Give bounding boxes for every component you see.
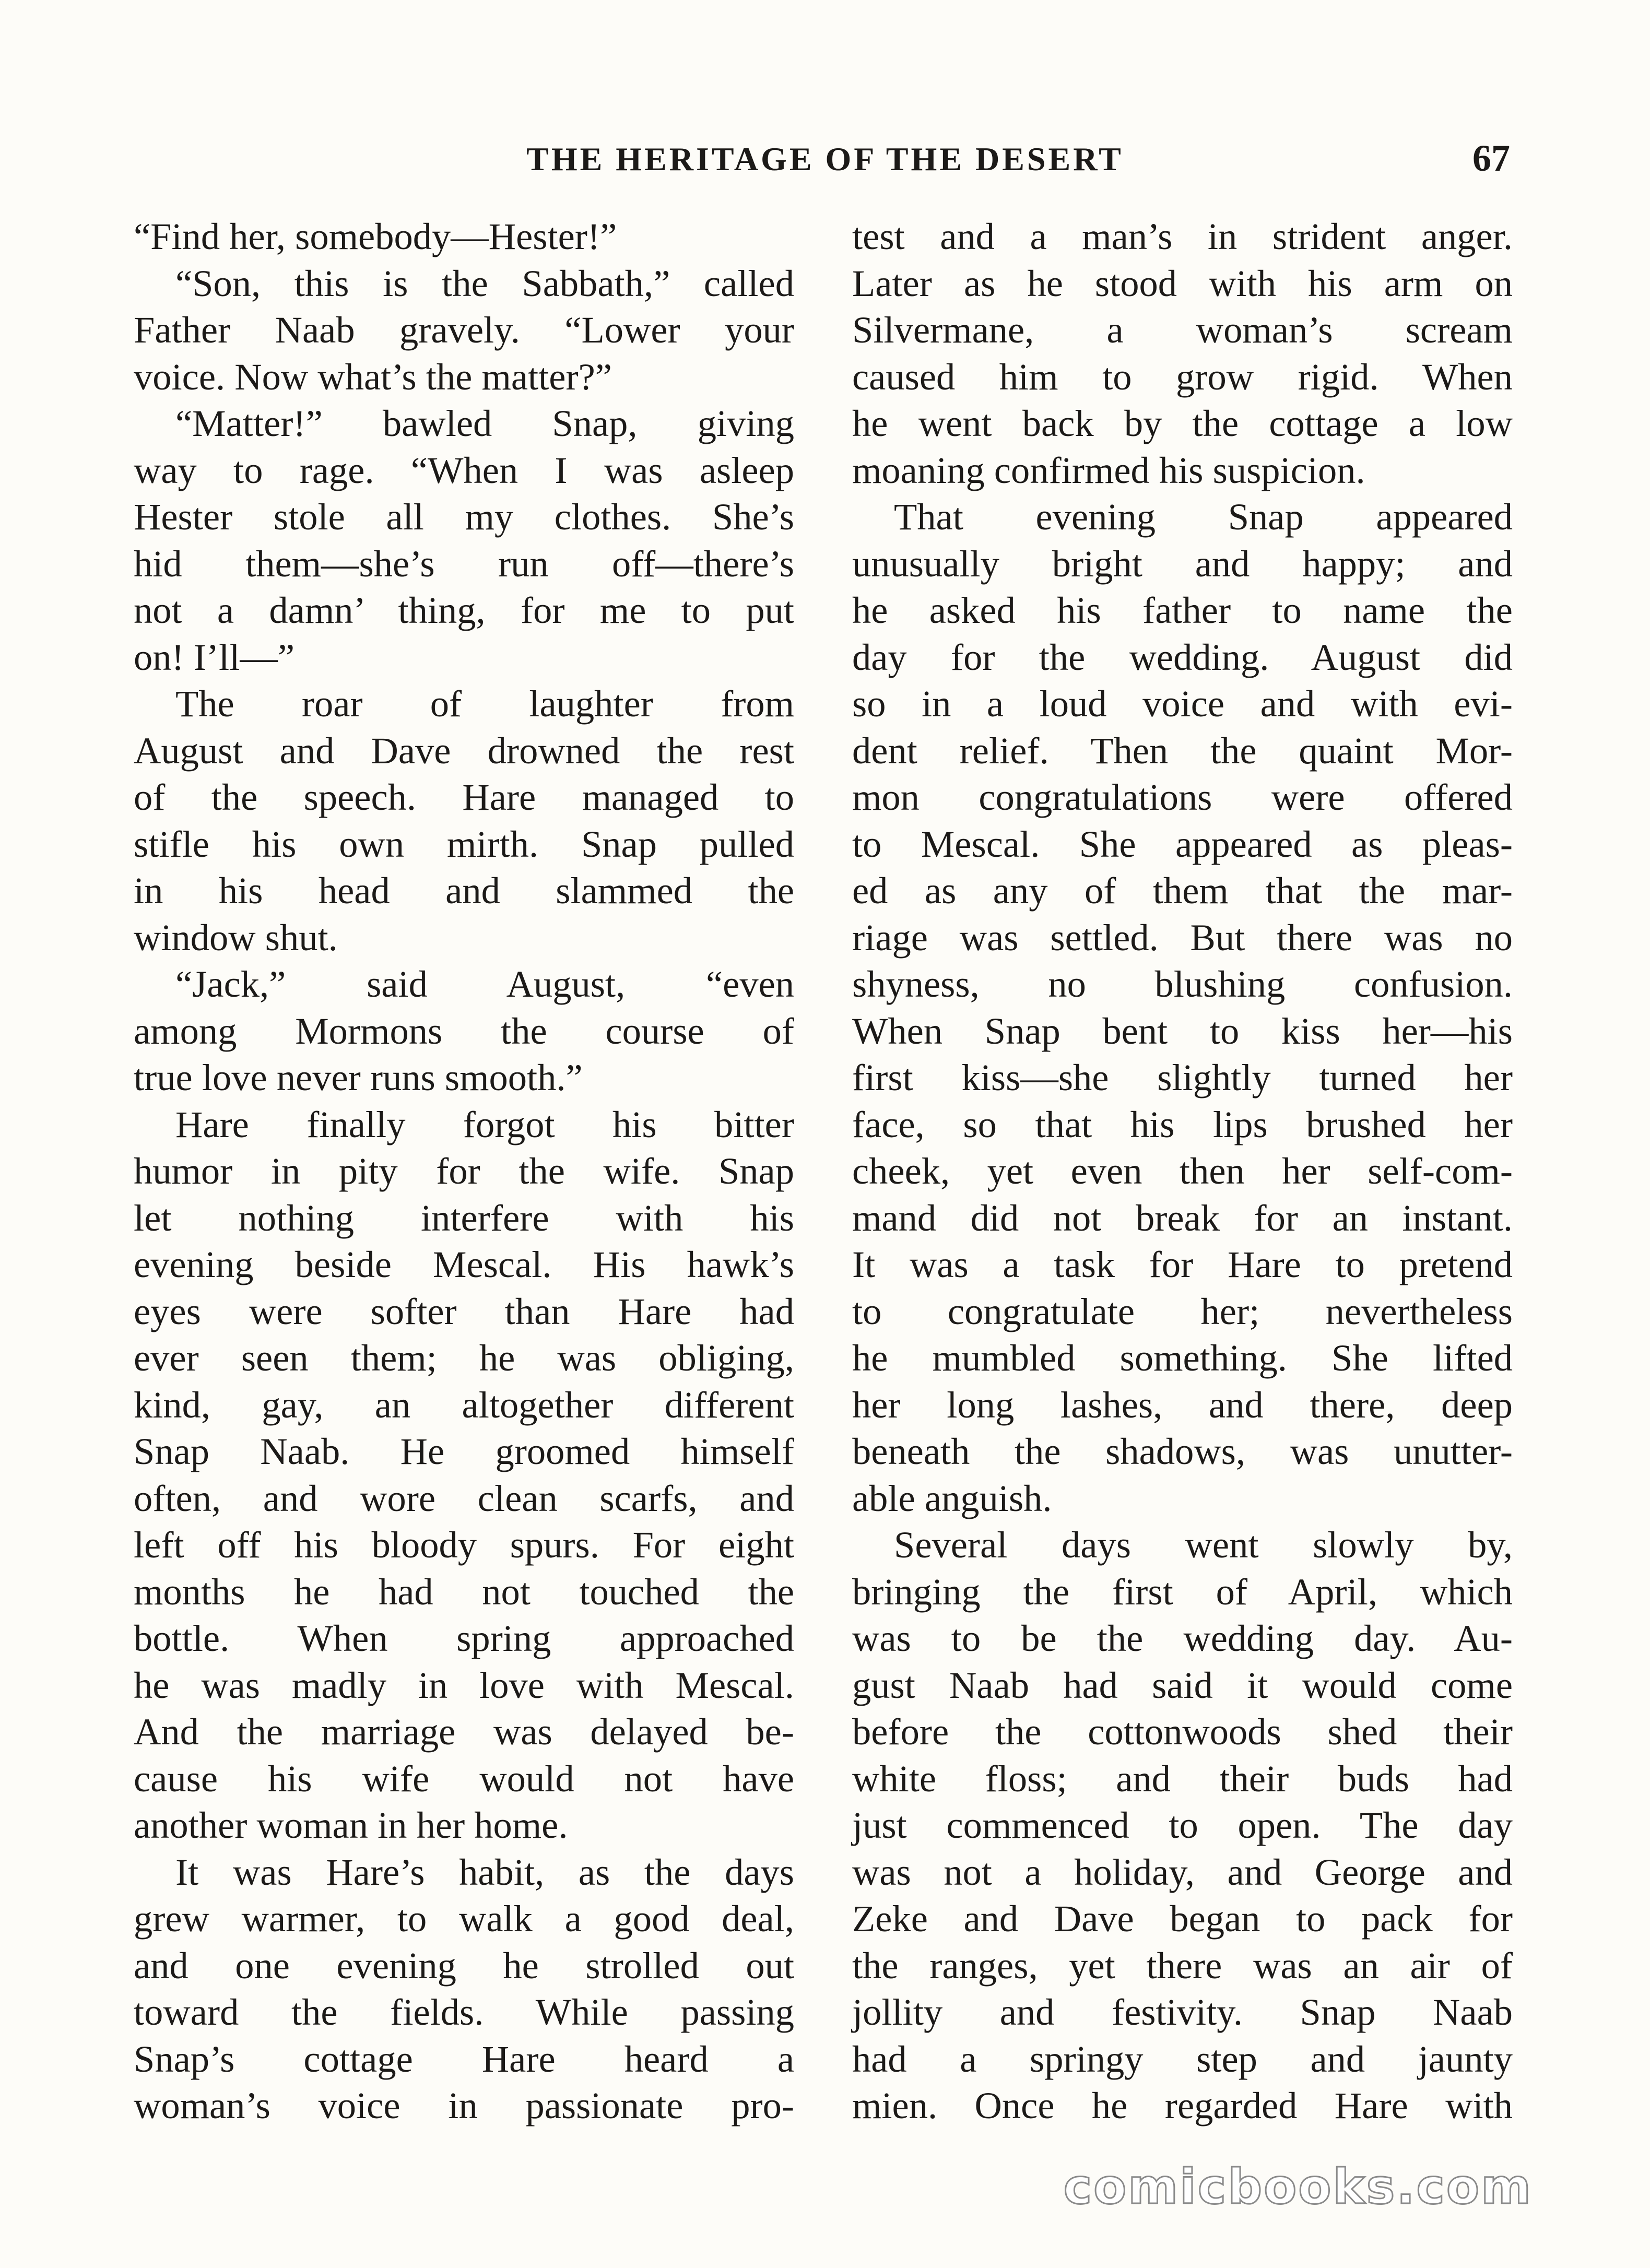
text-line: jollity and festivity. Snap Naab [852, 1991, 1513, 2033]
text-line: beneath the shadows, was unutter- [852, 1430, 1513, 1472]
text-line: riage was settled. But there was no [852, 916, 1513, 959]
text-line: grew warmer, to walk a good deal, [134, 1897, 794, 1940]
text-line: was not a holiday, and George and [852, 1850, 1513, 1893]
text-line: way to rage. “When I was asleep [134, 448, 794, 491]
text-line: another woman in her home. [134, 1804, 568, 1846]
text-line: Silvermane, a woman’s scream [852, 309, 1513, 351]
text-line: day for the wedding. August did [852, 635, 1513, 678]
text-line: “Jack,” said August, “even [175, 963, 794, 1005]
text-line: white floss; and their buds had [852, 1757, 1513, 1800]
text-line: to Mescal. She appeared as pleas- [852, 822, 1513, 865]
page-number: 67 [1472, 137, 1510, 179]
text-line: Snap’s cottage Hare heard a [134, 2037, 794, 2080]
text-line: ed as any of them that the mar- [852, 869, 1513, 912]
text-line: to congratulate her; nevertheless [852, 1290, 1513, 1332]
text-line: in his head and slammed the [134, 869, 794, 912]
running-title: THE HERITAGE OF THE DESERT [526, 140, 1124, 178]
text-line: he mumbled something. She lifted [852, 1337, 1513, 1379]
text-line: not a damn’ thing, for me to put [134, 589, 794, 631]
text-line: test and a man’s in strident anger. [852, 215, 1513, 257]
text-line: and one evening he strolled out [134, 1944, 794, 1987]
text-line: ever seen them; he was obliging, [134, 1337, 794, 1379]
text-line: The roar of laughter from [175, 682, 794, 725]
text-line: hid them—she’s run off—there’s [134, 542, 794, 585]
text-line: window shut. [134, 916, 338, 959]
text-line: he went back by the cottage a low [852, 402, 1513, 444]
text-line: her long lashes, and there, deep [852, 1383, 1513, 1426]
text-line: mien. Once he regarded Hare with [852, 2084, 1513, 2127]
text-line: moaning confirmed his suspicion. [852, 448, 1365, 491]
text-line: humor in pity for the wife. Snap [134, 1150, 794, 1192]
text-line: shyness, no blushing confusion. [852, 963, 1513, 1005]
text-line: eyes were softer than Hare had [134, 1290, 794, 1332]
text-line: evening beside Mescal. His hawk’s [134, 1243, 794, 1285]
text-line: the ranges, yet there was an air of [852, 1944, 1513, 1987]
text-line: left off his bloody spurs. For eight [134, 1523, 794, 1566]
text-line: It was Hare’s habit, as the days [175, 1850, 794, 1893]
text-line: It was a task for Hare to pretend [852, 1243, 1513, 1285]
text-line: cheek, yet even then her self-com- [852, 1150, 1513, 1192]
text-line: had a springy step and jaunty [852, 2037, 1513, 2080]
text-line: on! I’ll—” [134, 635, 295, 678]
text-line: so in a loud voice and with evi- [852, 682, 1513, 725]
text-line: cause his wife would not have [134, 1757, 794, 1800]
text-line: true love never runs smooth.” [134, 1056, 583, 1098]
text-line: able anguish. [852, 1476, 1052, 1519]
watermark-logo: comicbooks.com [1063, 2159, 1533, 2215]
right-column [852, 213, 1513, 2129]
text-line: let nothing interfere with his [134, 1196, 794, 1239]
text-line: face, so that his lips brushed her [852, 1103, 1513, 1145]
text-line: first kiss—she slightly turned her [852, 1056, 1513, 1098]
text-line: was to be the wedding day. Au- [852, 1617, 1513, 1659]
text-line: Father Naab gravely. “Lower your [134, 309, 794, 351]
text-line: of the speech. Hare managed to [134, 776, 794, 818]
text-line: gust Naab had said it would come [852, 1663, 1513, 1706]
text-line: August and Dave drowned the rest [134, 729, 794, 772]
text-line: before the cottonwoods shed their [852, 1710, 1513, 1753]
text-line: he asked his father to name the [852, 589, 1513, 631]
text-line: often, and wore clean scarfs, and [134, 1476, 794, 1519]
text-line: Hare finally forgot his bitter [175, 1103, 794, 1145]
text-line: dent relief. Then the quaint Mor- [852, 729, 1513, 772]
text-line: stifle his own mirth. Snap pulled [134, 822, 794, 865]
text-line: “Matter!” bawled Snap, giving [175, 402, 794, 444]
text-line: just commenced to open. The day [852, 1804, 1513, 1846]
text-line: toward the fields. While passing [134, 1991, 794, 2033]
text-line: Hester stole all my clothes. She’s [134, 495, 794, 538]
text-line: Snap Naab. He groomed himself [134, 1430, 794, 1472]
text-line: mand did not break for an instant. [852, 1196, 1513, 1239]
text-line: voice. Now what’s the matter?” [134, 355, 612, 398]
text-line: That evening Snap appeared [894, 495, 1513, 538]
text-line: “Son, this is the Sabbath,” called [175, 262, 794, 304]
left-column [134, 213, 794, 2129]
text-line: among Mormons the course of [134, 1009, 794, 1052]
text-line: he was madly in love with Mescal. [134, 1663, 794, 1706]
text-line: months he had not touched the [134, 1570, 794, 1613]
text-line: caused him to grow rigid. When [852, 355, 1513, 398]
text-line: Zeke and Dave began to pack for [852, 1897, 1513, 1940]
text-line: unusually bright and happy; and [852, 542, 1513, 585]
text-line: Several days went slowly by, [894, 1523, 1513, 1566]
text-line: bottle. When spring approached [134, 1617, 794, 1659]
text-line: mon congratulations were offered [852, 776, 1513, 818]
text-line: woman’s voice in passionate pro- [134, 2084, 794, 2127]
text-line: bringing the first of April, which [852, 1570, 1513, 1613]
text-line: Later as he stood with his arm on [852, 262, 1513, 304]
text-line: When Snap bent to kiss her—his [852, 1009, 1513, 1052]
text-line: “Find her, somebody—Hester!” [134, 215, 617, 257]
text-line: And the marriage was delayed be- [134, 1710, 794, 1753]
text-line: kind, gay, an altogether different [134, 1383, 794, 1426]
